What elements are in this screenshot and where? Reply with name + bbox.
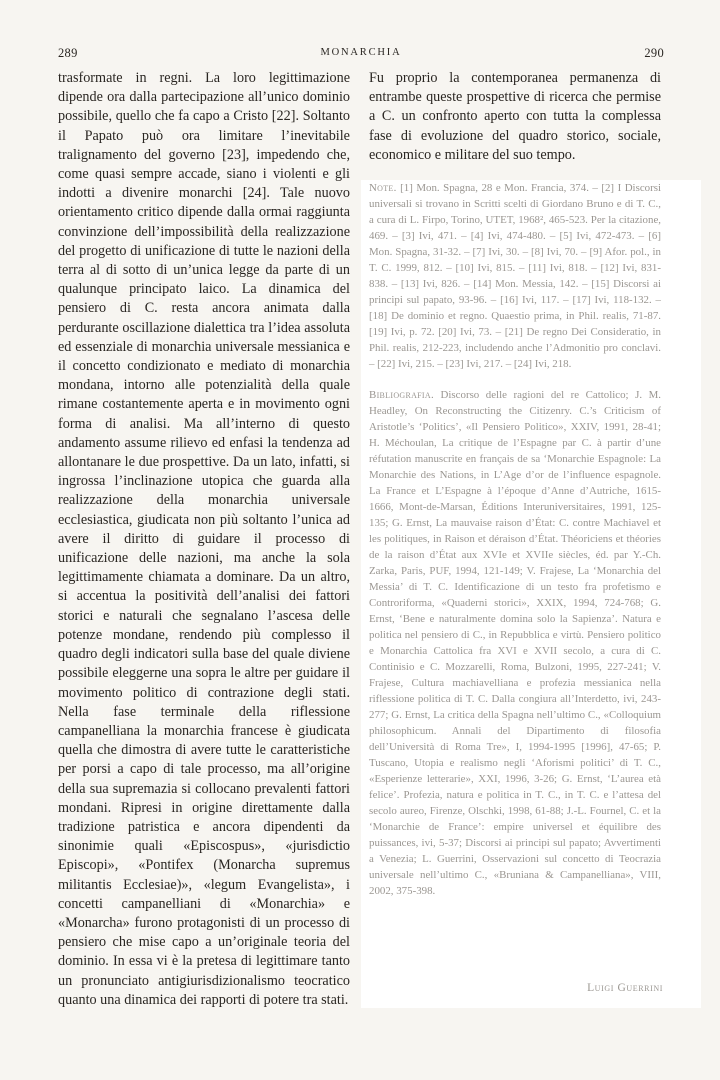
- notes-label: Note.: [369, 182, 397, 194]
- author-signature: Luigi Guerrini: [587, 982, 663, 994]
- running-title: MONARCHIA: [320, 47, 402, 58]
- bibliography-text: Discorso delle ragioni del re Cattolico; J. M. Headley, On Reconstructing the Citizenry. C.’s Criticism of Aristotle’s ‘Politics’, «Il Pensiero Politico», XXIV, 1991, 28-41; H. Méchoulan, La critique de l’Espagne par C. à partir d’une réfutation manuscrite en français de sa ‘Monarchie Espagnole: La Monarchie des Nations, in L’Age d’or de l’influence espagnole. La France et L’Espagne à l’époque d’Anne d’Autriche, 1615-1666, Mont-de-Marsan, Éditions Interuniversitaires, 1991, 125-135; G. Ernst, La mauvaise raison d’État: C. contre Machiavel et les politiques, in Raison et déraison d’État. Théoriciens et théories de la raison d’État aux XVIe et XVIIe siècles, éd. par Y.-Ch. Zarka, Paris, PUF, 1994, 121-149; V. Frajese, La ‘Monarchia del Messia’ di T. C. Identificazione di un testo fra profetismo e Controriforma, «Quaderni storici», XXIX, 1994, 724-768; G. Ernst, ‘Bene e naturalmente domina solo la Sapienza’. Natura e politica nel pensiero di C., in Repubblica e virtù. Pensiero politico e Monarchia Cattolica fra XVI e XVII secolo, a cura di C. Continisio e C. Mozzarelli, Roma, Bulzoni, 1995, 227-241; V. Frajese, Cultura machiavelliana e profezia messianica nella riflessione politica di T. C. Dalla congiura all’Interdetto, ivi, 243-277; G. Ernst, La critica della Spagna nell’ultimo C., «Colloquium philosophicum. Annali del Dipartimento di filosofia dell’Università di Roma Tre», I, 1994-1995 [1996], 47-65; P. Tuscano, Utopia e realismo negli ‘Aforismi politici’ di T. C., «Esperienze letterarie», XXI, 1996, 3-26; G. Ernst, ‘L’aurea età felice’. Profezia, natura e politica in T. C., in T. C. e l’attesa del secolo aureo, Firenze, Olschki, 1998, 61-88; J.-L. Fournel, C. et la ‘Monarchie de France’: empire universel et équilibre des puissances, ivi, 5-37; Discorsi ai principi sul papato; Avvertimenti a Venezia; L. Guerrini, Osservazioni sul concetto di Teocrazia universale nell’ultimo C., «Bruniana & Campanelliana», VIII, 2002, 375-398.: [369, 389, 661, 897]
- running-header: [58, 46, 664, 64]
- notes-text: [1] Mon. Spagna, 28 e Mon. Francia, 374. – [2] I Discorsi universali si trovano in Scritti scelti di Giordano Bruno e di T. C., a cura di L. Firpo, Torino, UTET, 1968², 465-523. Per la citazione, 469. – [3] Ivi, 471. – [4] Ivi, 474-480. – [5] Ivi, 472-473. – [6] Mon. Spagna, 31-32. – [7] Ivi, 30. – [8] Ivi, 70. – [9] Afor. pol., in T. C. 1999, 812. – [10] Ivi, 815. – [11] Ivi, 818. – [12] Ivi, 831-838. – [13] Ivi, 826. – [14] Mon. Messia, 142. – [15] Discorsi ai principi sul papato, 93-96. – [16] Ivi, 117. – [17] Ivi, 118-132. – [18] De dominio et regno. Quaestio prima, in Phil. realis, 71-87. [19] Ivi, p. 72. [20] Ivi, 73. – [21] De regno Dei Consideratio, in Phil. realis, 212-223, includendo anche l’Admonitio pro conclavi. – [22] Ivi, 215. – [23] Ivi, 217. – [24] Ivi, 218.: [369, 182, 661, 370]
- body-paragraph-left: trasformate in regni. La loro legittimazione dipende ora dalla partecipazione all’unico dominio possibile, quello che fa capo a Cristo [22]. Soltanto il Papato può ora limitare l’inevitabile tralignamento del governo [23], impedendo che, come quasi sempre accade, siano i violenti e gli indotti a divenire monarchi [24]. Tale nuovo orientamento critico dipende dalla ormai raggiunta convinzione dell’impossibilità della realizzazione del progetto di unificazione di tutte le nazioni della terra al di sotto di un’unica legge da parte di un qualunque principato laico. La dinamica del pensiero di C. resta ancora animata dalla perdurante oscillazione dialettica tra l’idea assoluta ed essenziale di monarchia universale messianica e il concetto condizionato e mediato di monarchia mondana, intorno alle potenzialità della quale rimane costantemente aperta e in movimento ogni forma di analisi. Ma all’interno di questo andamento assume rilievo ed enfasi la tendenza ad allontanare le due prospettive. Da un lato, infatti, si ingrossa l’inclinazione utopica che guarda alla realizzazione della monarchia universale ecclesiastica, giudicata non più soltanto l’unica ad avere il diritto di guidare il processo di unificazione delle nazioni, ma anche la sola legittimamente chiamata a dominare. Da un altro, si accentua la positività dell’analisi dei fattori storici e naturali che segnalano l’ascesa delle potenze mondane, rendendo più complesso il quadro degli indicatori sulla base del quale diviene possibile eleggerne una sopra le altre per guidare il movimento politico di contrazione degli stati. Nella fase terminale della riflessione campanelliana la monarchia francese è giudicata quella che dimostra di avere tutte le caratteristiche per porsi a capo di tale processo, ma all’origine della sua supremazia si collocano prevalenti fattori mondani. Ripresi in origine direttamente dalla tradizione patristica e ancora dipendenti da sinonimie quali «Episcospus», «jurisdictio Episcopi», «Pontifex (Monarcha supremus militantis Ecclesiae)», «legum Evangelista», i concetti campanelliani di «Monarchia» e «Monarcha» furono protagonisti di un processo di pensiero che mise capo a un’originale teoria del dominio. In essa vi è la pretesa di legittimare tanto un pronunciato antigiurisdizionalismo teocratico quanto una dinamica dei rapporti di potere tra stati.: [58, 70, 350, 1008]
- bibliography-label: Bibliografia.: [369, 389, 434, 401]
- notes-paragraph: [369, 180, 661, 372]
- notes-panel: [361, 180, 701, 1008]
- bibliography-paragraph: [369, 387, 661, 899]
- page-number-left: 289: [58, 46, 78, 60]
- page-number-right: 290: [644, 46, 664, 60]
- left-column: [58, 69, 350, 1010]
- body-paragraph-right: Fu proprio la contemporanea permanenza di entrambe queste prospettive di ricerca che permise a C. un confronto aperto con tutta la complessa fase di evoluzione del quadro storico, sociale, economico e militare del suo tempo.: [369, 70, 661, 163]
- notes-block: [369, 180, 661, 914]
- right-column: [369, 69, 661, 165]
